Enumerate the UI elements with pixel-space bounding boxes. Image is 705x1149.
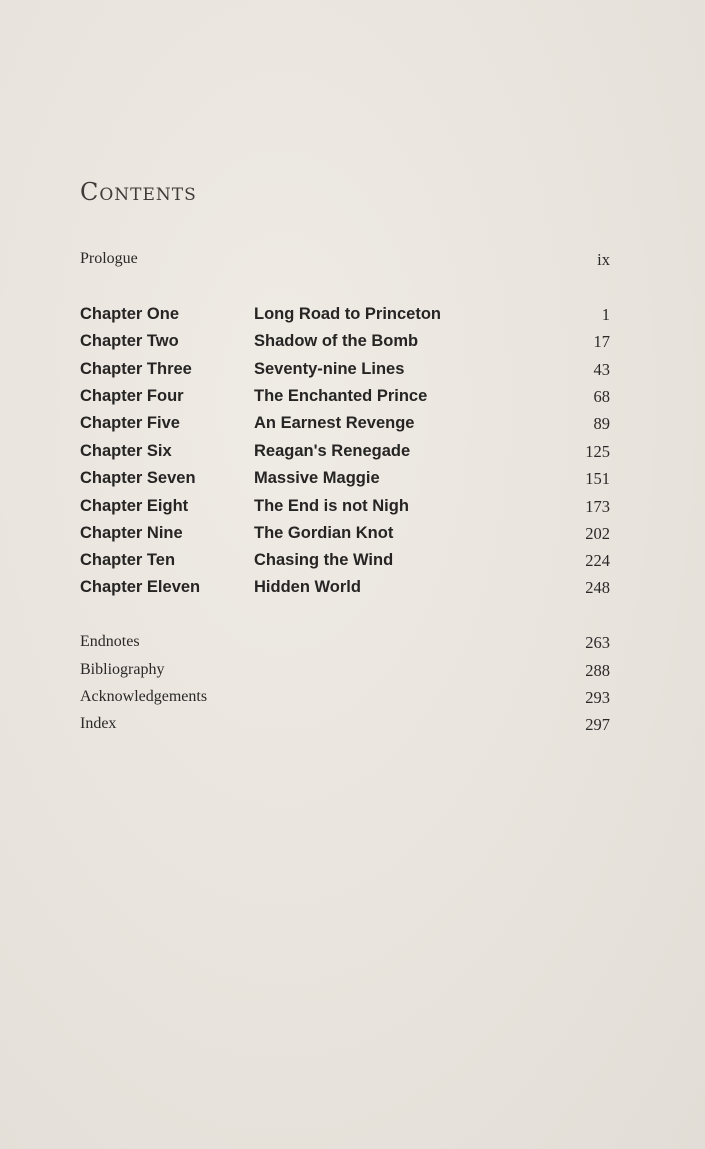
- chapter-title: The Enchanted Prince: [254, 387, 428, 405]
- toc-entry-chapter[interactable]: [80, 497, 610, 524]
- toc-entry-chapter[interactable]: [80, 578, 610, 605]
- chapter-label: Chapter Eleven: [80, 578, 201, 596]
- toc-entry-bibliography[interactable]: [80, 661, 610, 688]
- chapter-page-number: 202: [585, 524, 610, 543]
- toc-entry-index[interactable]: [80, 715, 610, 742]
- chapter-label: Chapter Eight: [80, 497, 189, 515]
- chapter-title: Seventy-nine Lines: [254, 360, 405, 378]
- chapter-label: Chapter Five: [80, 414, 180, 432]
- toc-entry-endnotes[interactable]: [80, 633, 610, 660]
- chapter-label: Chapter Nine: [80, 524, 183, 542]
- chapter-label: Chapter Three: [80, 360, 192, 378]
- chapter-page-number: 43: [593, 360, 610, 379]
- chapter-page-number: 173: [585, 497, 610, 516]
- chapter-page-number: 1: [601, 305, 610, 324]
- toc-entry-prologue[interactable]: [80, 250, 610, 277]
- chapter-page-number: 151: [585, 469, 610, 488]
- chapter-page-number: 89: [593, 414, 610, 433]
- chapter-page-number: 224: [585, 551, 610, 570]
- entry-page-number: 293: [585, 688, 610, 707]
- chapter-title: The Gordian Knot: [254, 524, 394, 542]
- chapter-label: Chapter Seven: [80, 469, 196, 487]
- chapter-title: Reagan's Renegade: [254, 442, 411, 460]
- entry-page-number: ix: [597, 250, 610, 269]
- chapter-title: Hidden World: [254, 578, 361, 596]
- chapter-label: Chapter Four: [80, 387, 184, 405]
- entry-label: Prologue: [80, 250, 138, 267]
- chapter-title: Long Road to Princeton: [254, 305, 441, 323]
- chapter-title: The End is not Nigh: [254, 497, 409, 515]
- entry-page-number: 288: [585, 661, 610, 680]
- entry-page-number: 263: [585, 633, 610, 652]
- toc-entry-acknowledgements[interactable]: [80, 688, 610, 715]
- toc-entry-chapter[interactable]: [80, 442, 610, 469]
- contents-heading: Contents: [80, 178, 197, 206]
- entry-label: Endnotes: [80, 633, 140, 650]
- chapter-label: Chapter Ten: [80, 551, 176, 569]
- chapter-title: An Earnest Revenge: [254, 414, 415, 432]
- toc-entry-chapter[interactable]: [80, 551, 610, 578]
- chapter-label: Chapter Two: [80, 332, 179, 350]
- toc-entry-chapter[interactable]: [80, 305, 610, 332]
- entry-label: Index: [80, 715, 117, 732]
- chapter-label: Chapter One: [80, 305, 180, 323]
- chapter-title: Chasing the Wind: [254, 551, 394, 569]
- entry-page-number: 297: [585, 715, 610, 734]
- toc-entry-chapter[interactable]: [80, 414, 610, 441]
- chapter-label: Chapter Six: [80, 442, 172, 460]
- chapter-page-number: 125: [585, 442, 610, 461]
- toc-entry-chapter[interactable]: [80, 469, 610, 496]
- chapter-title: Shadow of the Bomb: [254, 332, 419, 350]
- entry-label: Bibliography: [80, 661, 165, 678]
- chapter-page-number: 17: [593, 332, 610, 351]
- toc-entry-chapter[interactable]: [80, 524, 610, 551]
- toc-entry-chapter[interactable]: [80, 360, 610, 387]
- chapter-title: Massive Maggie: [254, 469, 380, 487]
- chapter-page-number: 68: [593, 387, 610, 406]
- toc-entry-chapter[interactable]: [80, 387, 610, 414]
- toc-entry-chapter[interactable]: [80, 332, 610, 359]
- chapter-page-number: 248: [585, 578, 610, 597]
- entry-label: Acknowledgements: [80, 688, 208, 705]
